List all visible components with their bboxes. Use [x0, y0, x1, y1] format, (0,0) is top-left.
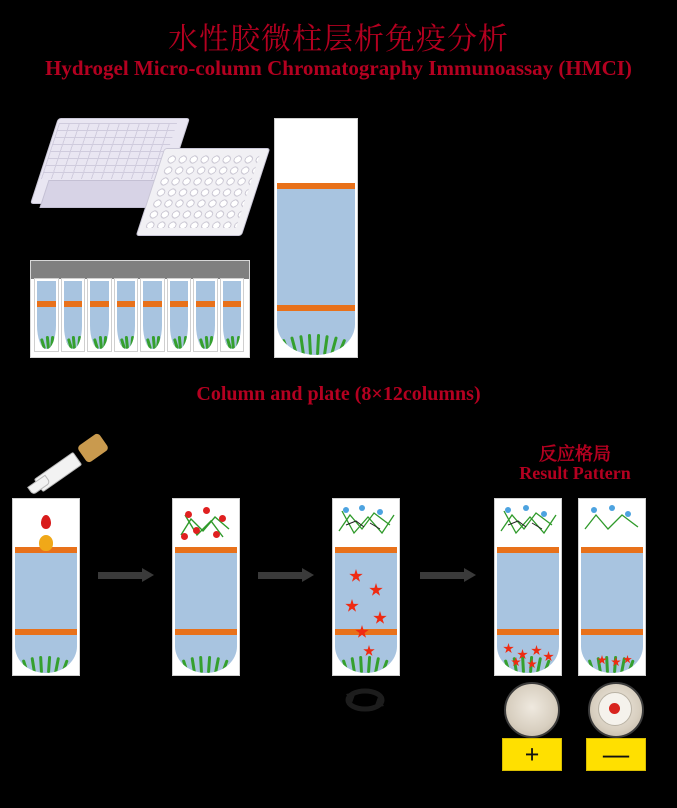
- mini-column: [140, 278, 165, 352]
- result-pad-positive: [504, 682, 560, 738]
- mini-column: [87, 278, 112, 352]
- result-tube-positive: [494, 498, 562, 676]
- mini-column: [167, 278, 192, 352]
- sample-droplet: [41, 515, 51, 529]
- pad-center-dot: [609, 703, 620, 714]
- mini-column: [193, 278, 218, 352]
- sample-plug: [39, 535, 53, 551]
- title-chinese: 水性胶微柱层析免疫分析: [168, 22, 509, 57]
- mini-column: [34, 278, 59, 352]
- tube-bowl: [277, 311, 355, 355]
- dropper-icon: [28, 430, 138, 500]
- negative-sign-box: —: [586, 738, 646, 771]
- microplate-icon: [42, 118, 252, 248]
- mini-column: [61, 278, 86, 352]
- positive-sign-box: +: [502, 738, 562, 771]
- step-tube-1: [12, 498, 80, 676]
- step-tube-3: [332, 498, 400, 676]
- title-english: Hydrogel Micro-column Chromatography Immunoassay (HMCI): [45, 56, 632, 80]
- micro-column-tube-icon: [274, 118, 358, 358]
- column-strip: [34, 278, 244, 354]
- result-tube-negative: [578, 498, 646, 676]
- result-pattern-label-cn: 反应格局: [539, 444, 611, 465]
- antibody-lawn: [277, 333, 355, 355]
- arrow-right-icon: [98, 568, 154, 582]
- result-pad-negative: [588, 682, 644, 738]
- step-tube-2: [172, 498, 240, 676]
- gel-body: [277, 189, 355, 305]
- middle-caption: Column and plate (8×12columns): [196, 383, 481, 405]
- rotation-arrow-icon: [342, 686, 388, 714]
- mini-column: [220, 278, 245, 352]
- strip-top-bar: [31, 261, 249, 279]
- arrow-right-icon: [258, 568, 314, 582]
- arrow-right-icon: [420, 568, 476, 582]
- result-pattern-label-en: Result Pattern: [519, 463, 631, 483]
- mini-column: [114, 278, 139, 352]
